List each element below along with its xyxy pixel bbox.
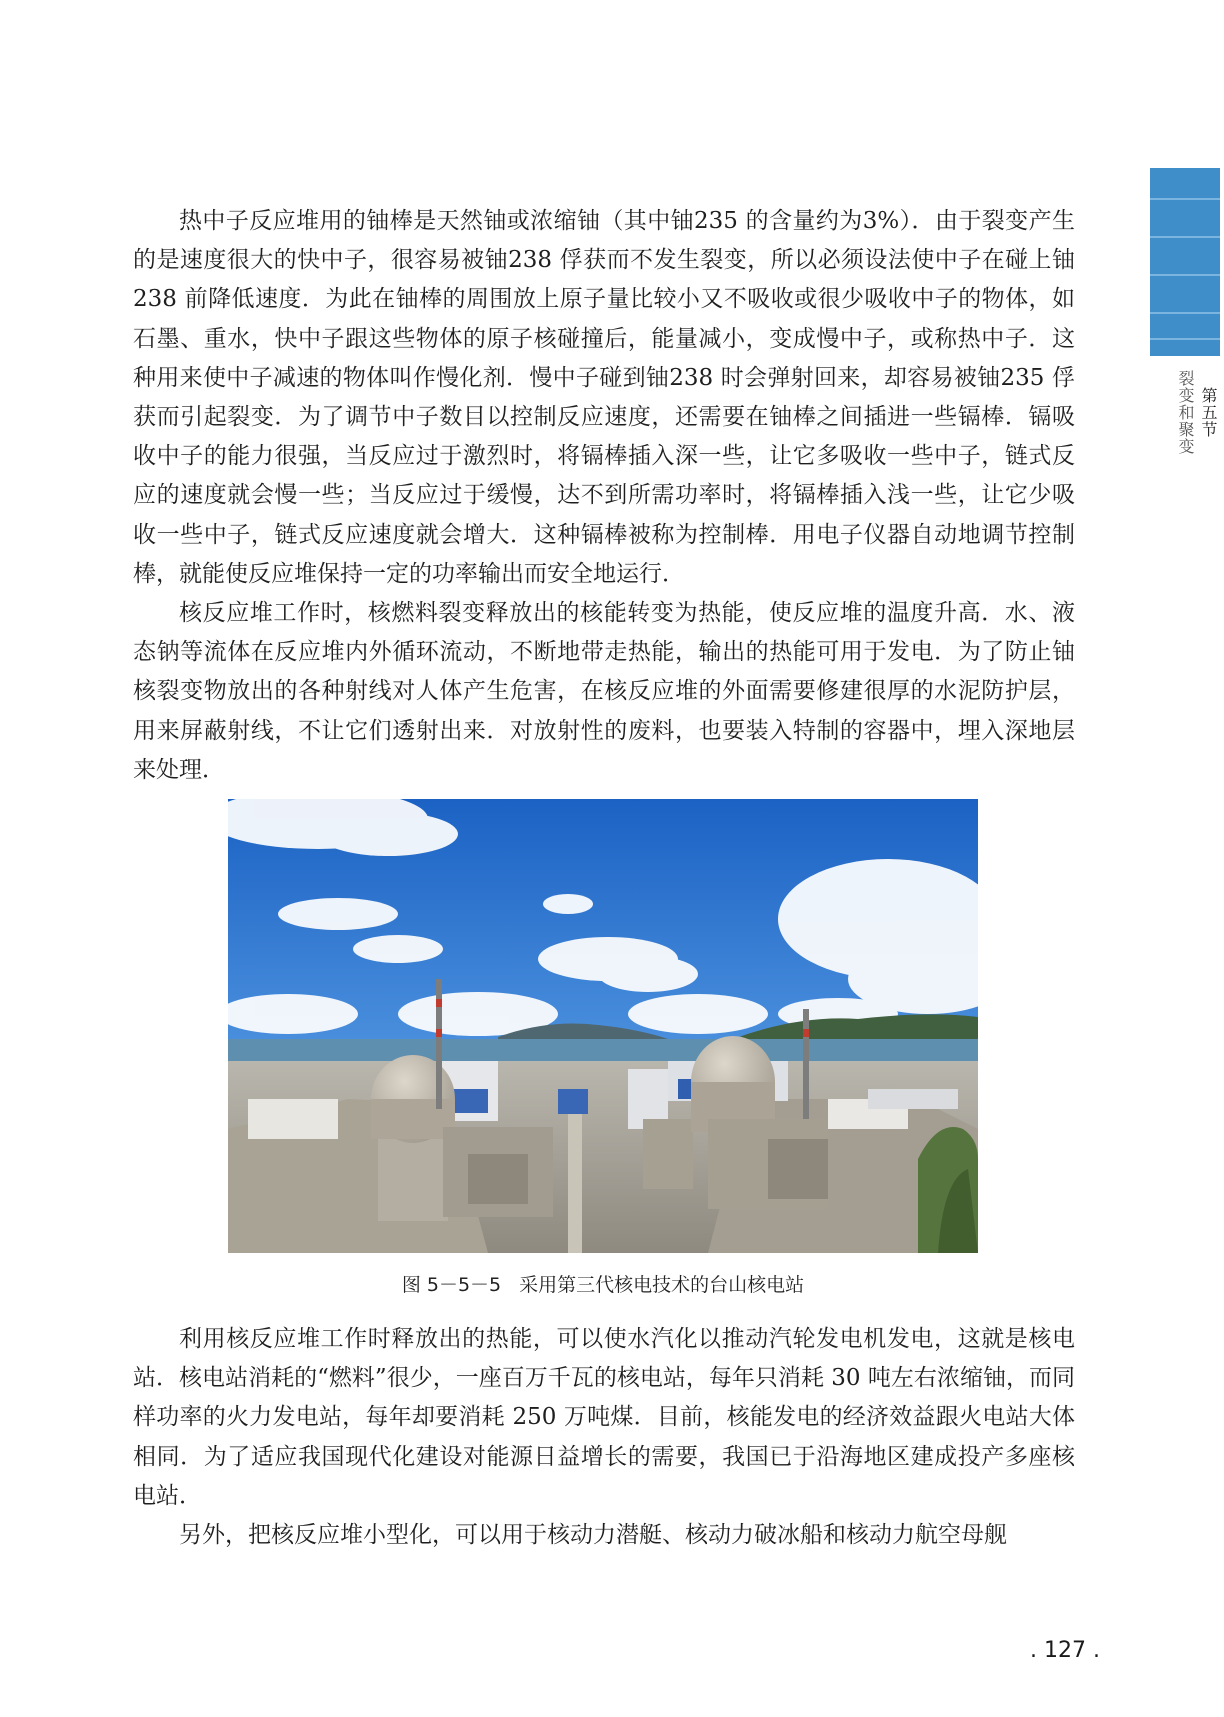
nuclear-plant-photo <box>228 799 978 1253</box>
section-number: 第五节 <box>1199 387 1218 438</box>
paragraph: 利用核反应堆工作时释放出的热能，可以使水汽化以推动汽轮发电机发电，这就是核电站．核电站消耗的“燃料”很少，一座百万千瓦的核电站，每年只消耗 30 吨左右浓缩铀，而同样功率的火力发电站，每年却要消耗 250 万吨煤．目前，核能发电的经济效益跟火电站大体相同．为了适应我国现代化建设对能源日益增长的需要，我国已于沿海地区建成投产多座核电站． <box>133 1326 1075 1509</box>
section-tab <box>1150 168 1220 356</box>
paragraph: 另外，把核反应堆小型化，可以用于核动力潜艇、核动力破冰船和核动力航空母舰 <box>179 1522 1007 1549</box>
body-text-bottom <box>133 1320 1075 1555</box>
paragraph: 核反应堆工作时，核燃料裂变释放出的核能转变为热能，使反应堆的温度升高．水、液态钠等流体在反应堆内外循环流动，不断地带走热能，输出的热能可用于发电．为了防止铀核裂变物放出的各种射线对人体产生危害，在核反应堆的外面需要修建很厚的水泥防护层，用来屏蔽射线，不让它们透射出来．对放射性的废料，也要装入特制的容器中，埋入深地层来处理． <box>133 600 1075 783</box>
figure-number: 图 5－5－5 <box>401 1274 502 1296</box>
figure-caption-text: 采用第三代核电技术的台山核电站 <box>519 1274 805 1296</box>
section-title: 裂变和聚变 <box>1176 370 1195 455</box>
section-side-label <box>1150 370 1220 455</box>
body-text-top <box>133 202 1075 790</box>
page-number: . 127 . <box>1030 1638 1100 1663</box>
figure-caption <box>228 1270 978 1297</box>
paragraph: 热中子反应堆用的铀棒是天然铀或浓缩铀（其中铀235 的含量约为3%）．由于裂变产生的是速度很大的快中子，很容易被铀238 俘获而不发生裂变，所以必须设法使中子在碰上铀238 前降低速度．为此在铀棒的周围放上原子量比较小又不吸收或很少吸收中子的物体，如石墨、重水，快中子跟这些物体的原子核碰撞后，能量减小，变成慢中子，或称热中子．这种用来使中子减速的物体叫作慢化剂．慢中子碰到铀238 时会弹射回来，却容易被铀235 俘获而引起裂变．为了调节中子数目以控制反应速度，还需要在铀棒之间插进一些镉棒．镉吸收中子的能力很强，当反应过于激烈时，将镉棒插入深一些，让它多吸收一些中子，链式反应的速度就会慢一些；当反应过于缓慢，达不到所需功率时，将镉棒插入浅一些，让它少吸收一些中子，链式反应速度就会增大．这种镉棒被称为控制棒．用电子仪器自动地调节控制棒，就能使反应堆保持一定的功率输出而安全地运行． <box>133 208 1075 587</box>
